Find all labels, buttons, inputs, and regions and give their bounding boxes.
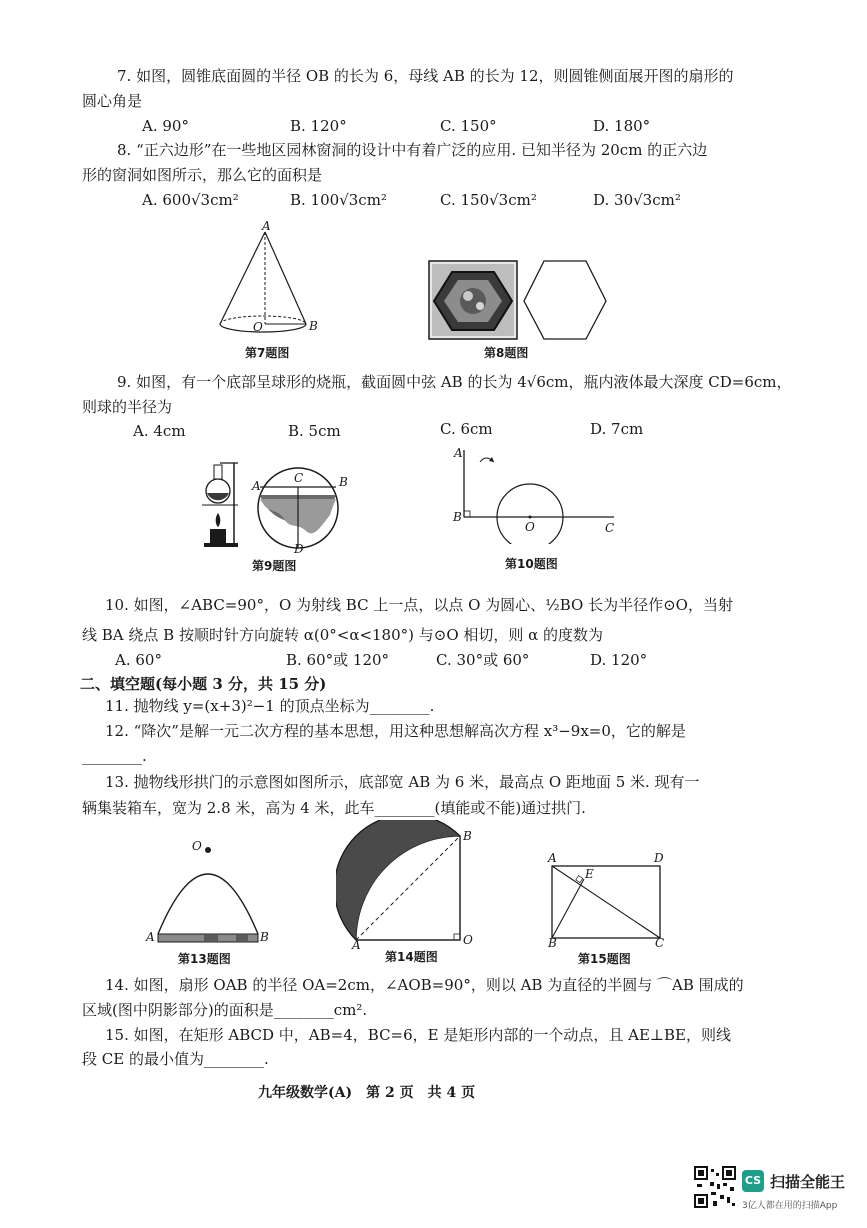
q9-option-b: B. 5cm (288, 422, 341, 440)
section-2-title: 二、填空题(每小题 3 分，共 15 分) (80, 675, 327, 693)
q15-line2: 段 CE 的最小值为________. (82, 1050, 269, 1068)
figure-10-angle-circle (448, 442, 624, 544)
qr-code-icon (694, 1166, 736, 1208)
fig9-label-c: C (294, 471, 304, 485)
figure-9-caption: 第9题图 (252, 559, 297, 573)
q10-option-a: A. 60° (115, 651, 162, 669)
fig14-label-a: A (352, 938, 361, 952)
q9-line2: 则球的半径为 (82, 398, 173, 416)
q11-text: 11. 抛物线 y=(x+3)²−1 的顶点坐标为________. (105, 697, 435, 715)
q7-option-c: C. 150° (440, 117, 497, 135)
q7-line2: 圆心角是 (82, 92, 143, 110)
fig7-label-b: B (309, 319, 318, 333)
figure-7-caption: 第7题图 (245, 346, 290, 360)
figure-13-caption: 第13题图 (178, 952, 231, 966)
figure-14-caption: 第14题图 (385, 950, 438, 964)
q13-line1: 13. 抛物线形拱门的示意图如图所示，底部宽 AB 为 6 米，最高点 O 距地面 5 米. 现有一 (105, 773, 700, 791)
q7-line1: 7. 如图，圆锥底面圆的半径 OB 的长为 6，母线 AB 的长为 12，则圆锥侧面展开图的扇形的 (117, 67, 734, 85)
q10-option-b: B. 60°或 120° (286, 651, 390, 669)
q8-option-a: A. 600√3cm² (142, 191, 239, 209)
q7-option-d: D. 180° (593, 117, 651, 135)
q10-option-c: C. 30°或 60° (436, 651, 530, 669)
q12-line2: ________. (82, 747, 147, 765)
fig15-label-a: A (548, 851, 557, 865)
figure-8-hexagons (428, 258, 610, 344)
q9-option-a: A. 4cm (133, 422, 186, 440)
q8-option-d: D. 30√3cm² (593, 191, 681, 209)
fig7-label-a: A (262, 219, 271, 233)
q12-line1: 12. “降次”是解一元二次方程的基本思想，用这种思想解高次方程 x³−9x=0，它的解是 (105, 722, 686, 740)
q8-option-b: B. 100√3cm² (290, 191, 387, 209)
q14-line2: 区域(图中阴影部分)的面积是________cm². (82, 1001, 368, 1019)
q8-option-c: C. 150√3cm² (440, 191, 537, 209)
figure-7-cone (212, 218, 324, 342)
figure-9-flask (198, 455, 358, 555)
q10-line2: 线 BA 绕点 B 按顺时针方向旋转 α(0°<α<180°) 与⊙O 相切，则 α 的度数为 (82, 626, 604, 644)
fig14-label-o: O (463, 933, 473, 947)
q15-line1: 15. 如图，在矩形 ABCD 中，AB=4，BC=6，E 是矩形内部的一个动点，且 AE⊥BE，则线 (105, 1026, 732, 1044)
q7-option-a: A. 90° (142, 117, 189, 135)
q9-option-c: C. 6cm (440, 420, 493, 438)
fig13-label-a: A (146, 930, 155, 944)
figure-15-caption: 第15题图 (578, 952, 631, 966)
scanner-brand-name: 扫描全能王 (770, 1173, 846, 1191)
fig13-label-b: B (260, 930, 269, 944)
q8-line2: 形的窗洞如图所示，那么它的面积是 (82, 166, 323, 184)
figure-8-caption: 第8题图 (484, 346, 529, 360)
fig9-label-d: D (294, 542, 304, 555)
figure-14-sector (336, 820, 484, 952)
figure-13-arch (144, 834, 274, 950)
fig9-label-b: B (339, 475, 348, 489)
q10-option-d: D. 120° (590, 651, 648, 669)
scanner-logo-icon: CS (742, 1170, 764, 1192)
fig15-label-c: C (655, 936, 665, 948)
fig10-label-b: B (453, 510, 462, 524)
q10-line1: 10. 如图，∠ABC=90°，O 为射线 BC 上一点，以点 O 为圆心、½BO 长为半径作⊙O，当射 (105, 596, 733, 614)
fig15-label-d: D (654, 851, 664, 865)
scanner-tagline: 3亿人都在用的扫描App (742, 1201, 838, 1211)
q9-option-d: D. 7cm (590, 420, 644, 438)
q8-line1: 8. “正六边形”在一些地区园林窗洞的设计中有着广泛的应用. 已知半径为 20cm 的正六边 (117, 141, 708, 159)
fig10-label-a: A (454, 446, 463, 460)
fig13-label-o: O (192, 839, 202, 853)
q9-line1: 9. 如图，有一个底部呈球形的烧瓶，截面圆中弦 AB 的长为 4√6cm，瓶内液体最大深度 CD=6cm， (117, 373, 792, 391)
fig10-label-o: O (525, 520, 535, 534)
fig14-label-b: B (463, 829, 472, 843)
q13-line2: 辆集装箱车，宽为 2.8 米，高为 4 米，此车________(填能或不能)通过拱门. (82, 799, 586, 817)
fig9-label-a: A (252, 479, 261, 493)
figure-10-caption: 第10题图 (505, 557, 558, 571)
figure-15-rectangle (540, 848, 672, 948)
q14-line1: 14. 如图，扇形 OAB 的半径 OA=2cm，∠AOB=90°，则以 AB 为直径的半圆与 ⌒AB 围成的 (105, 976, 744, 994)
fig15-label-e: E (585, 867, 594, 881)
fig10-label-c: C (605, 521, 615, 535)
fig7-label-o: O (253, 320, 263, 334)
q7-option-b: B. 120° (290, 117, 347, 135)
page-footer: 九年级数学(A) 第 2 页 共 4 页 (258, 1085, 476, 1101)
fig15-label-b: B (548, 936, 557, 948)
